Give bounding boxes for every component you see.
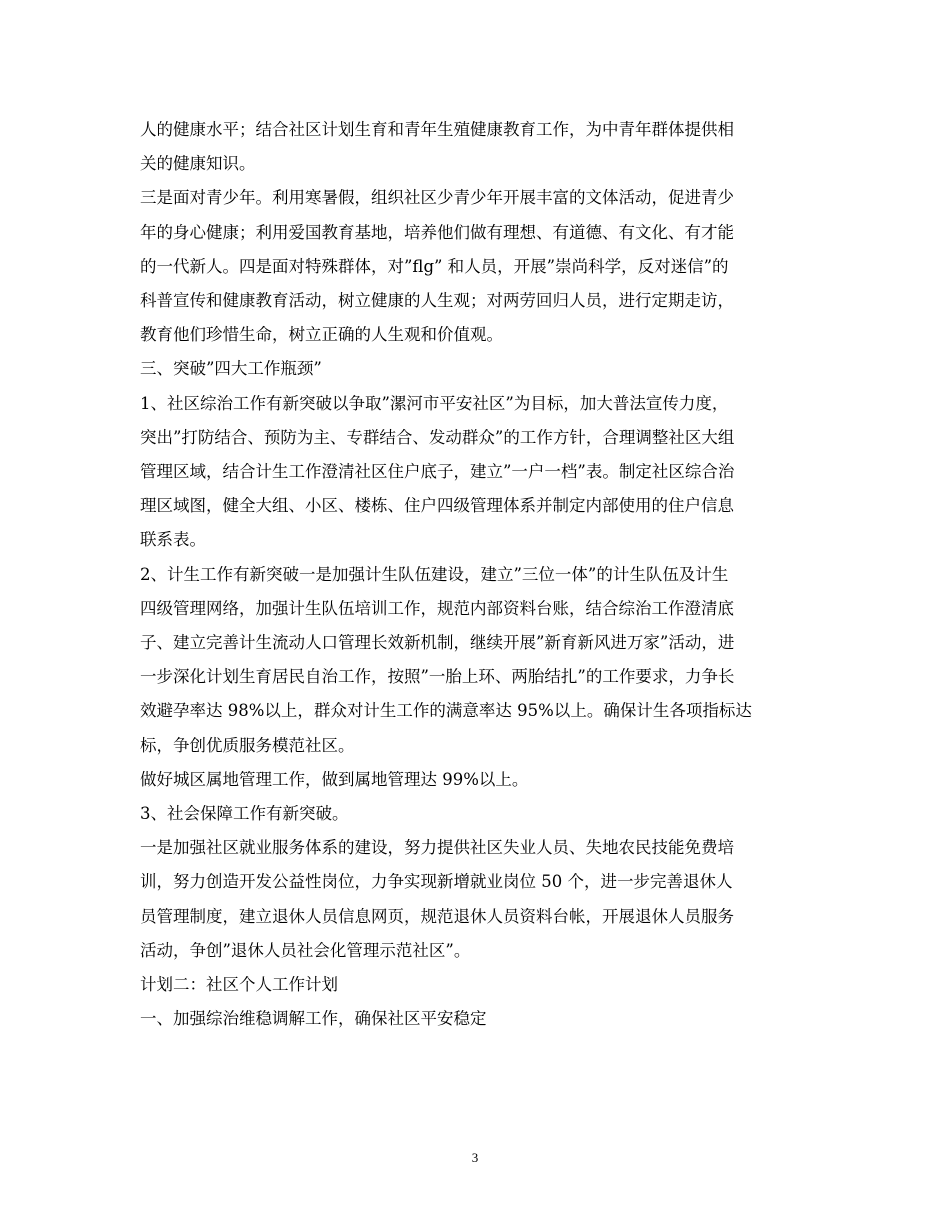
section-heading: 三、突破”四大工作瓶颈” [140,359,322,379]
text-line: 四级管理网络，加强计生队伍培训工作，规范内部资料台账，结合综治工作澄清底 [140,598,734,618]
text-line: 三是面对青少年。利用寒暑假，组织社区少青少年开展丰富的文体活动，促进青少 [140,188,734,208]
text-line: 活动，争创”退休人员社会化管理示范社区”。 [140,940,471,960]
text-line: 1、社区综治工作有新突破以争取”漯河市平安社区”为目标，加大普法宣传力度， [140,393,729,413]
text-line: 人的健康水平；结合社区计划生育和青年生殖健康教育工作，为中青年群体提供相 [140,120,734,139]
text-line: 关的健康知识。 [140,154,256,174]
text-line: 年的身心健康；利用爱国教育基地，培养他们做有理想、有道德、有文化、有才能 [140,222,734,242]
text-line: 联系表。 [140,530,206,550]
text-line: 教育他们珍惜生命，树立正确的人生观和价值观。 [140,325,503,345]
text-line: 的一代新人。四是面对特殊群体，对”flg” 和人员，开展”崇尚科学，反对迷信”的 [140,256,729,276]
text-line: 子、建立完善计生流动人口管理长效新机制，继续开展”新育新风进万家”活动，进 [140,633,735,653]
text-line: 2、计生工作有新突破一是加强计生队伍建设，建立”三位一体”的计生队伍及计生 [140,564,729,584]
section-heading: 一、加强综治维稳调解工作，确保社区平安稳定 [140,1009,487,1029]
text-line: 员管理制度，建立退休人员信息网页，规范退休人员资料台帐，开展退休人员服务 [140,906,734,926]
text-line: 训，努力创造开发公益性岗位，力争实现新增就业岗位 50 个，进一步完善退休人 [140,872,733,892]
text-line: 做好城区属地管理工作，做到属地管理达 99%以上。 [140,769,529,789]
section-heading: 计划二：社区个人工作计划 [140,975,338,995]
text-line: 突出”打防结合、预防为主、专群结合、发动群众”的工作方针，合理调整社区大组 [140,427,735,447]
text-line: 一是加强社区就业服务体系的建设，努力提供社区失业人员、失地农民技能免费培 [140,838,734,858]
page-number: 3 [471,1150,479,1165]
text-line: 标，争创优质服务模范社区。 [140,735,355,755]
document-body [140,113,812,1036]
text-line: 科普宣传和健康教育活动，树立健康的人生观；对两劳回归人员，进行定期走访， [140,291,734,311]
text-line: 理区域图，健全大组、小区、楼栋、住户四级管理体系并制定内部使用的住户信息 [140,496,734,516]
text-line: 3、社会保障工作有新突破。 [140,804,349,824]
text-line: 管理区域，结合计生工作澄清社区住户底子，建立”一户一档”表。制定社区综合治 [140,462,735,482]
text-line: 效避孕率达 98%以上，群众对计生工作的满意率达 95%以上。确保计生各项指标达 [140,701,752,721]
text-line: 一步深化计划生育居民自治工作，按照”一胎上环、两胎结扎”的工作要求，力争长 [140,667,735,687]
